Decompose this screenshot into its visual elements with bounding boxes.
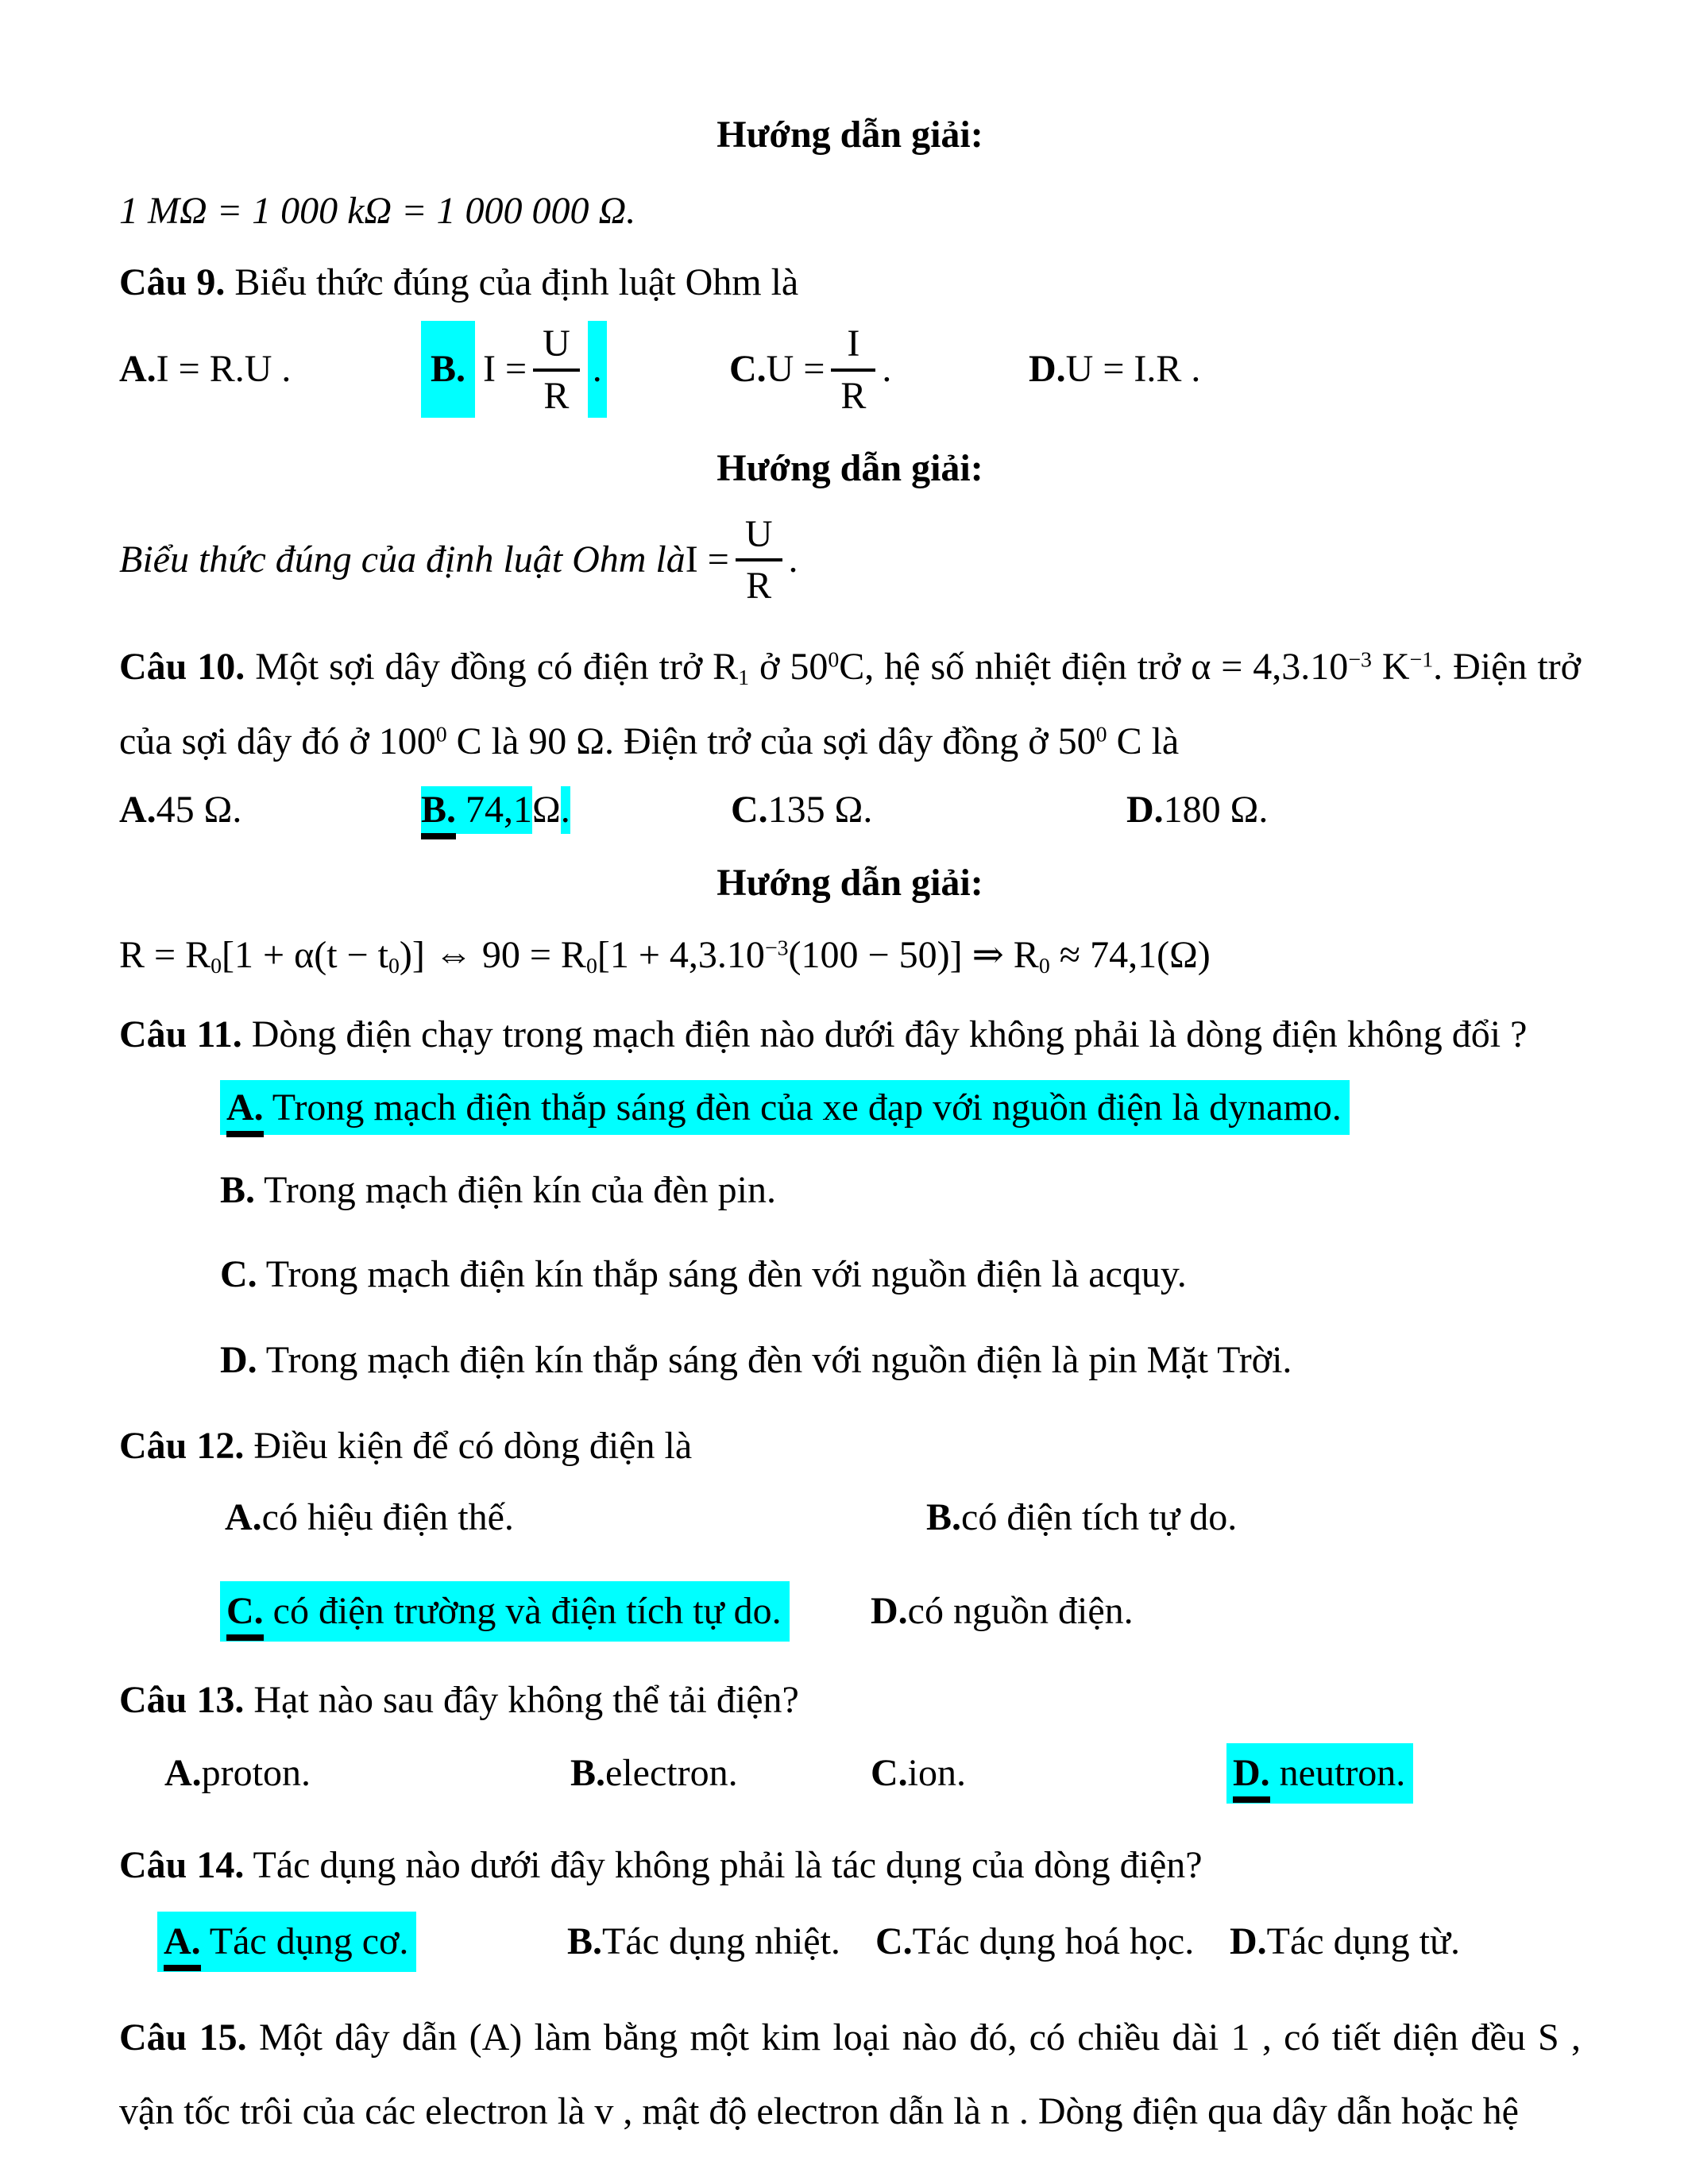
q14-option-d-letter: D. (1230, 1920, 1267, 1962)
question-14-text: Tác dụng nào dưới đây không phải là tác dụng của dòng điện? (244, 1843, 1203, 1886)
q11-option-d-letter: D. (220, 1338, 257, 1381)
q10-option-b-letter: B. (421, 789, 456, 839)
superscript: −3 (1348, 647, 1372, 673)
q13-option-c (871, 1750, 1226, 1797)
question-14 (119, 1842, 1581, 1889)
q12-option-d-letter: D. (871, 1589, 908, 1632)
q9-option-d (1029, 345, 1200, 393)
question-10-options (119, 786, 1581, 834)
q10-option-a (119, 786, 421, 834)
question-10-label: Câu 10. (119, 646, 245, 688)
q13-option-c-letter: C. (871, 1751, 908, 1794)
superscript: −3 (764, 936, 789, 961)
question-10-text: C là (1107, 720, 1180, 762)
q12-option-c-text: có điện trường và điện tích tự do. (263, 1589, 782, 1632)
question-13-label: Câu 13. (119, 1678, 245, 1721)
question-10-text: ở 50 (749, 646, 829, 688)
q13-option-d-letter: D. (1233, 1752, 1270, 1803)
q9-option-a-text: I = R.U . (156, 347, 292, 390)
q11-option-b-text: Trong mạch điện kín của đèn pin. (255, 1168, 776, 1211)
q11-option-b (119, 1167, 1581, 1214)
q12-option-c-highlight (220, 1581, 790, 1642)
question-9-options (119, 321, 1581, 418)
question-11-label: Câu 11. (119, 1013, 242, 1055)
formula-text: [1 + α(t − t (222, 934, 388, 977)
question-9-label: Câu 9. (119, 261, 226, 303)
subscript: 0 (388, 954, 400, 979)
q9-option-c-post: . (882, 347, 892, 390)
question-10 (119, 630, 1581, 778)
formula-text: )] ⇔ 90 = R (399, 934, 586, 977)
q14-option-a-letter: A. (164, 1920, 201, 1971)
fraction-denominator: R (840, 374, 867, 417)
superscript: 0 (435, 722, 447, 747)
solution-heading-3: Hướng dẫn giải: (717, 862, 983, 905)
q11-option-d (119, 1337, 1581, 1384)
question-9 (119, 259, 1581, 307)
q10-solution-formula (119, 931, 1581, 980)
q10-option-b-unit: Ω (532, 789, 561, 832)
q13-option-a-letter: A. (164, 1751, 202, 1794)
q14-option-d-text: Tác dụng từ. (1266, 1920, 1460, 1962)
q9-solution-text: Biểu thức đúng của định luật Ohm là (119, 538, 686, 581)
q12-option-a-letter: A. (225, 1495, 262, 1538)
question-13-text: Hạt nào sau đây không thể tải điện? (244, 1678, 799, 1721)
question-10-text: . Điện trở của sợi dây đó ở 100 (119, 646, 1582, 762)
question-13-options (119, 1743, 1581, 1804)
q14-option-a (157, 1912, 567, 1972)
intro-line: 1 MΩ = 1 000 kΩ = 1 000 000 Ω. (119, 190, 636, 232)
q12-option-b (926, 1494, 1237, 1542)
question-12-options-row-2 (119, 1581, 1581, 1642)
q13-option-d (1226, 1743, 1413, 1804)
q10-option-b-highlight (421, 786, 532, 834)
question-12-options-row-1 (119, 1494, 1581, 1542)
question-10-text: Một sợi dây đồng có điện trở R (245, 646, 739, 688)
q10-option-c-letter: C. (731, 789, 768, 832)
q14-option-b-text: Tác dụng nhiệt. (602, 1920, 840, 1962)
q14-option-a-highlight (157, 1912, 416, 1972)
question-13 (119, 1677, 1581, 1724)
q12-option-b-text: có điện tích tự do. (961, 1495, 1238, 1538)
q13-option-b (570, 1750, 871, 1797)
q9-solution-pre: I = (685, 538, 729, 581)
question-11-text: Dòng điện chạy trong mạch điện nào dưới đây không phải là dòng điện không đổi ? (241, 1013, 1528, 1055)
fraction (736, 511, 782, 608)
q12-option-a-text: có hiệu điện thế. (261, 1495, 514, 1538)
fraction-numerator: U (533, 321, 580, 372)
question-9-text: Biểu thức đúng của định luật Ohm là (225, 261, 799, 303)
q10-option-a-text: 45 Ω. (156, 789, 242, 832)
question-12-text: Điều kiện để có dòng điện là (244, 1424, 693, 1467)
q11-option-c (119, 1251, 1581, 1298)
q9-solution-post: . (788, 538, 798, 581)
subscript: 0 (585, 954, 597, 979)
q12-option-d-text: có nguồn điện. (907, 1589, 1134, 1632)
question-15 (119, 2001, 1581, 2149)
q9-option-d-text: U = I.R . (1065, 347, 1201, 390)
q9-option-b (421, 321, 729, 418)
q14-option-d (1230, 1918, 1460, 1966)
solution-heading-1: Hướng dẫn giải: (717, 114, 983, 156)
question-10-text: C, hệ số nhiệt điện trở α = 4,3.10 (839, 646, 1349, 688)
q12-option-a (225, 1494, 926, 1542)
q13-option-a (164, 1750, 570, 1797)
solution-heading-2: Hướng dẫn giải: (717, 446, 983, 489)
q10-option-a-letter: A. (119, 789, 156, 832)
q9-option-d-letter: D. (1029, 347, 1066, 390)
q9-option-a (119, 345, 421, 393)
q12-option-b-letter: B. (926, 1495, 962, 1538)
q11-option-c-text: Trong mạch điện kín thắp sáng đèn với nguồn điện là acquy. (257, 1252, 1187, 1295)
subscript: 0 (211, 954, 222, 979)
q9-option-c (729, 321, 1029, 418)
formula-text: R = R (119, 934, 211, 977)
subscript: 1 (738, 665, 750, 690)
q13-option-b-text: electron. (605, 1751, 738, 1794)
superscript: 0 (1095, 722, 1107, 747)
q9-option-c-letter: C. (729, 347, 767, 390)
question-15-label: Câu 15. (119, 2016, 247, 2059)
formula-text: (100 − 50)] ⇒ R (788, 934, 1039, 977)
q10-option-d (1126, 786, 1268, 834)
fraction-denominator: R (746, 565, 772, 608)
q9-option-b-pre: I = (483, 347, 527, 390)
q9-option-c-pre: U = (766, 347, 825, 390)
q11-option-a (119, 1084, 1581, 1132)
superscript: −1 (1409, 647, 1434, 673)
question-10-text: K (1371, 646, 1410, 688)
q9-option-a-letter: A. (119, 347, 156, 390)
question-10-text: C là 90 Ω. Điện trở của sợi dây đồng ở 50 (446, 720, 1096, 762)
q9-option-b-period-highlight: . (588, 321, 607, 418)
question-14-options (119, 1912, 1581, 1972)
q13-option-d-text: neutron. (1269, 1751, 1406, 1794)
question-15-text: Một dây dẫn (A) làm bằng một kim loại nào đó, có chiều dài 1 , có tiết diện đều S , vận tốc trôi của các electron là v , mật độ electron dẫn là n . Dòng điện qua dây dẫn hoặc hệ (119, 2016, 1582, 2133)
q11-option-b-letter: B. (220, 1168, 256, 1211)
question-14-label: Câu 14. (119, 1843, 245, 1886)
q10-option-b (421, 786, 731, 834)
q14-option-b-letter: B. (567, 1920, 603, 1962)
question-11 (119, 1011, 1581, 1059)
fraction-denominator: R (543, 374, 570, 417)
fraction (831, 321, 875, 418)
fraction-numerator: I (831, 321, 875, 372)
q12-option-c-letter: C. (226, 1590, 264, 1641)
formula-text: [1 + 4,3.10 (597, 934, 765, 977)
subscript: 0 (1038, 954, 1050, 979)
question-12-label: Câu 12. (119, 1424, 245, 1467)
q11-option-d-text: Trong mạch điện kín thắp sáng đèn với nguồn điện là pin Mặt Trời. (257, 1338, 1292, 1381)
q11-option-a-letter: A. (226, 1086, 264, 1137)
q12-option-c (220, 1581, 871, 1642)
q9-solution (119, 511, 1581, 608)
q14-option-c (875, 1918, 1230, 1966)
q13-option-d-highlight (1226, 1743, 1413, 1804)
q10-option-b-value: 74,1 (456, 789, 533, 832)
q13-option-c-text: ion. (907, 1751, 967, 1794)
fraction-numerator: U (736, 511, 782, 562)
formula-text: ≈ 74,1(Ω) (1049, 934, 1211, 977)
q10-option-b-period-highlight: . (561, 786, 570, 834)
superscript: 0 (828, 647, 840, 673)
q10-option-c (731, 786, 1126, 834)
q12-option-d (871, 1588, 1134, 1635)
q13-option-b-letter: B. (570, 1751, 606, 1794)
q10-option-d-text: 180 Ω. (1163, 789, 1269, 832)
q9-option-b-highlight: B. (421, 321, 475, 418)
q13-option-a-text: proton. (201, 1751, 311, 1794)
q14-option-c-text: Tác dụng hoá học. (912, 1920, 1195, 1962)
q11-option-a-text: Trong mạch điện thắp sáng đèn của xe đạp với nguồn điện là dynamo. (263, 1086, 1342, 1129)
fraction (533, 321, 580, 418)
question-12 (119, 1422, 1581, 1470)
q14-option-c-letter: C. (875, 1920, 913, 1962)
q10-option-d-letter: D. (1126, 789, 1164, 832)
q10-option-c-text: 135 Ω. (767, 789, 873, 832)
q11-option-c-letter: C. (220, 1252, 257, 1295)
q14-option-b (567, 1918, 875, 1966)
q11-option-a-highlight (220, 1080, 1350, 1135)
q14-option-a-text: Tác dụng cơ. (200, 1920, 409, 1962)
